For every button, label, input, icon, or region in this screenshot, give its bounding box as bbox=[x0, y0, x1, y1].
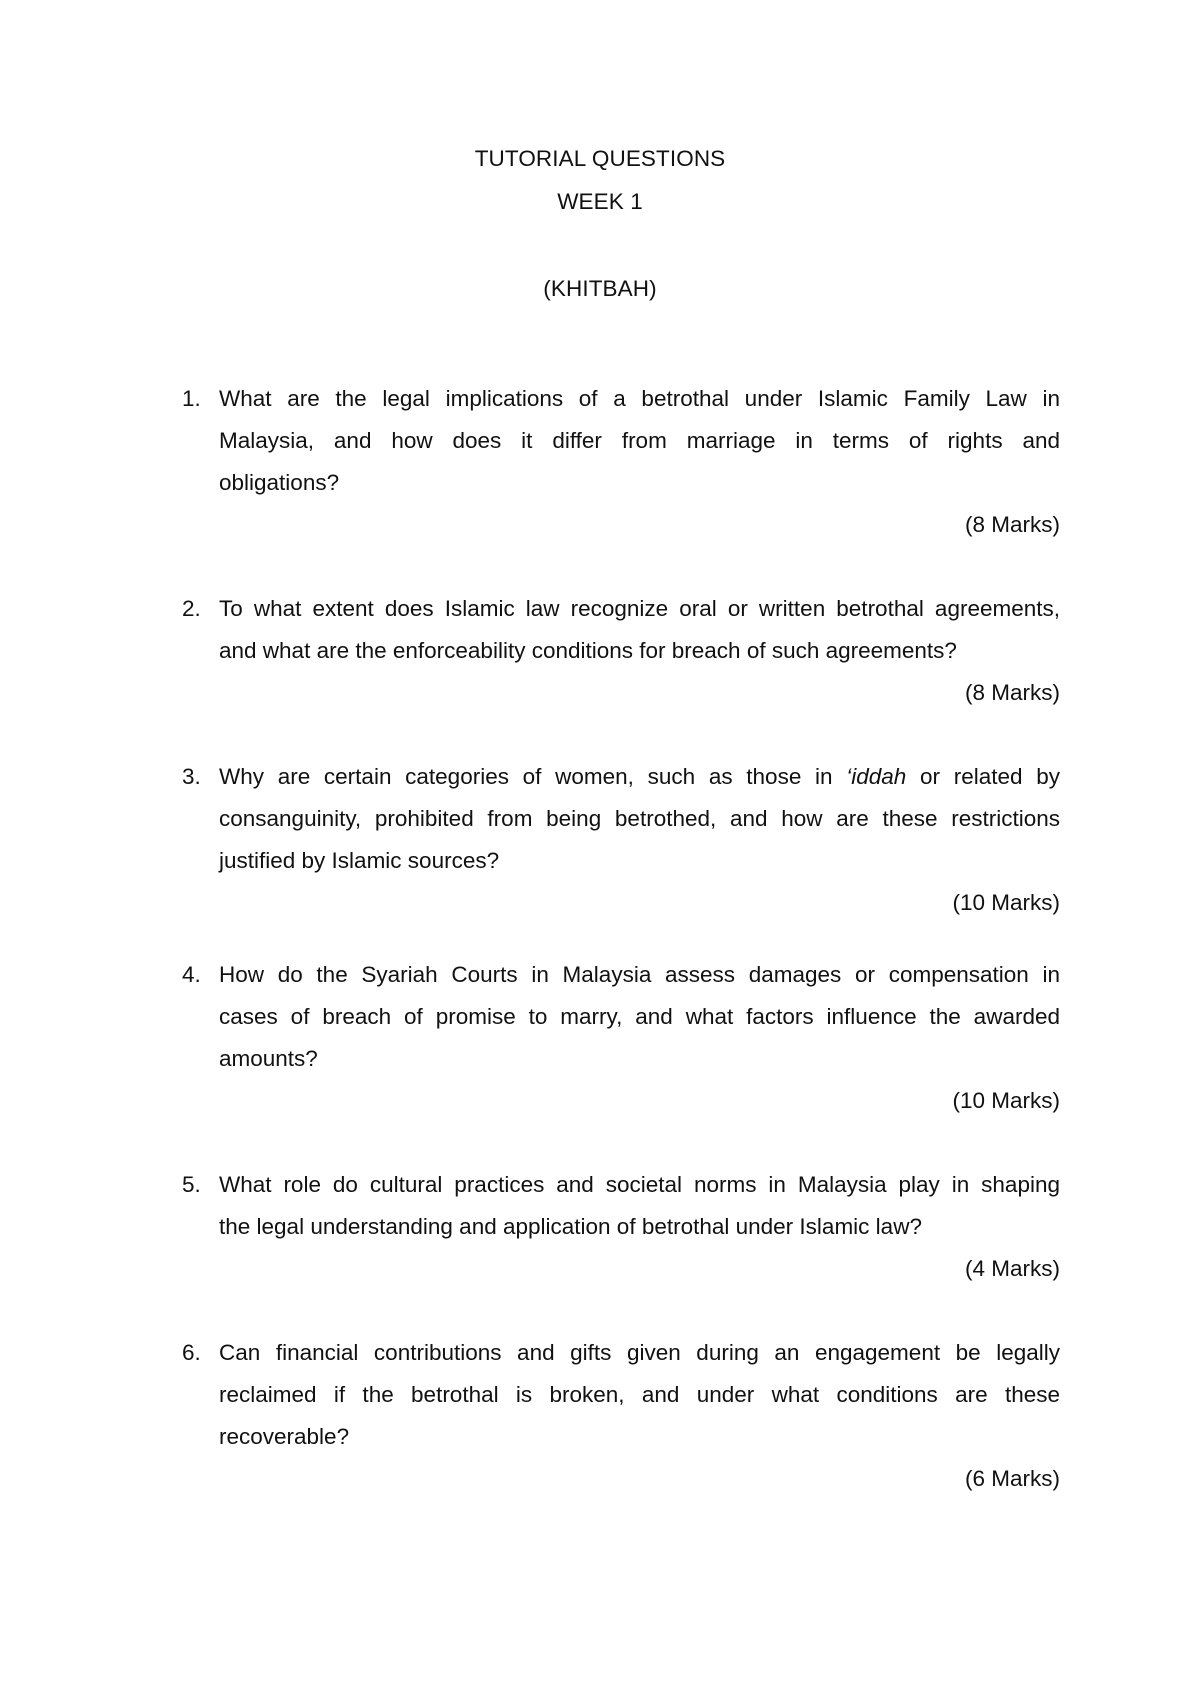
question-line: Can financial contributions and gifts given during an engagement be legally bbox=[219, 1340, 1060, 1365]
marks-label: (4 Marks) bbox=[965, 1256, 1060, 1281]
question-line: What role do cultural practices and societal norms in Malaysia play in shaping bbox=[219, 1172, 1060, 1197]
marks-label: (8 Marks) bbox=[965, 512, 1060, 537]
week-label: WEEK 1 bbox=[557, 189, 643, 214]
question-text bbox=[219, 954, 1060, 1080]
question-line: To what extent does Islamic law recognize oral or written betrothal agreements, bbox=[219, 596, 1060, 621]
question-number: 4. bbox=[182, 962, 201, 987]
topic-heading: (KHITBAH) bbox=[543, 276, 657, 301]
question-text bbox=[219, 756, 1060, 882]
question-text bbox=[219, 378, 1060, 504]
question-line: amounts? bbox=[219, 1046, 318, 1071]
question-line: the legal understanding and application of betrothal under Islamic law? bbox=[219, 1214, 922, 1239]
question-line: consanguinity, prohibited from being betrothed, and how are these restrictions bbox=[219, 806, 1060, 831]
marks-label: (10 Marks) bbox=[952, 1088, 1060, 1113]
marks-label: (8 Marks) bbox=[965, 680, 1060, 705]
question-line: and what are the enforceability conditions for breach of such agreements? bbox=[219, 638, 957, 663]
question-line: Malaysia, and how does it differ from marriage in terms of rights and bbox=[219, 428, 1060, 453]
marks-label: (10 Marks) bbox=[952, 890, 1060, 915]
question-number: 1. bbox=[182, 386, 201, 411]
question-number: 2. bbox=[182, 596, 201, 621]
question-line: recoverable? bbox=[219, 1424, 350, 1449]
question-line: justified by Islamic sources? bbox=[219, 848, 500, 873]
question-line: cases of breach of promise to marry, and what factors influence the awarded bbox=[219, 1004, 1060, 1029]
question-number: 5. bbox=[182, 1172, 201, 1197]
iddah-term: ‘iddah bbox=[846, 764, 907, 789]
marks-label: (6 Marks) bbox=[965, 1466, 1060, 1491]
question-line bbox=[219, 756, 1060, 798]
question-number: 3. bbox=[182, 764, 201, 789]
question-line: How do the Syariah Courts in Malaysia assess damages or compensation in bbox=[219, 962, 1060, 987]
question-line: obligations? bbox=[219, 470, 340, 495]
question-number: 6. bbox=[182, 1340, 201, 1365]
document-title: TUTORIAL QUESTIONS bbox=[474, 146, 726, 171]
question-line: What are the legal implications of a betrothal under Islamic Family Law in bbox=[219, 386, 1060, 411]
question-text bbox=[219, 588, 1060, 672]
question-line-segment: Why are certain categories of women, such as those in bbox=[219, 764, 847, 789]
question-line-segment: or related by bbox=[906, 764, 1060, 789]
question-text bbox=[219, 1332, 1060, 1458]
question-text bbox=[219, 1164, 1060, 1248]
question-line: reclaimed if the betrothal is broken, and under what conditions are these bbox=[219, 1382, 1060, 1407]
